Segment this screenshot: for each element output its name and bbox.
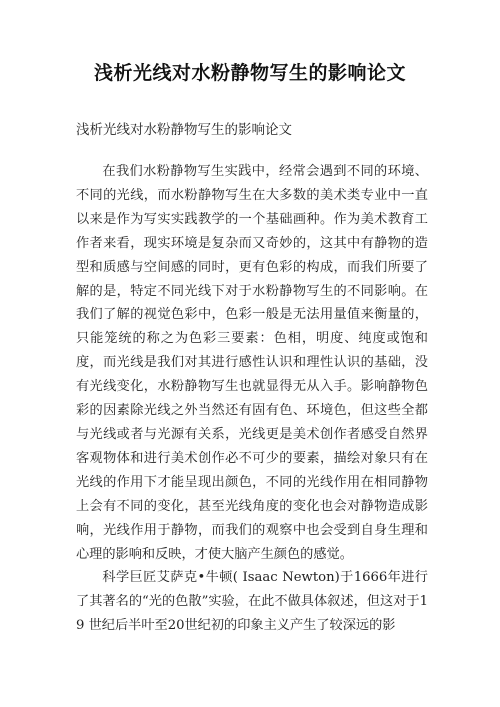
document-subtitle: 浅析光线对水粉静物写生的影响论文 [76, 122, 292, 138]
page-title: 浅析光线对水粉静物写生的影响论文 [93, 62, 406, 84]
body-paragraph: 科学巨匠艾萨克•牛顿( Isaac Newton)于1666年进行了其著名的“光的色散”实验，在此不做具体叙述，但这对于19 世纪后半叶至20世纪初的印象主义产生了较深远的影 [76, 570, 428, 634]
document-body [76, 160, 428, 638]
body-paragraph: 在我们水粉静物写生实践中，经常会遇到不同的环境、不同的光线，而水粉静物写生在大多数的美术类专业中一直以来是作为写实实践教学的一个基础画种。作为美术教育工作者来看，现实环境是复杂而又奇妙的，这其中有静物的造型和质感与空间感的同时，更有色彩的构成，而我们所要了解的是，特定不同光线下对于水粉静物写生的不同影响。在我们了解的视觉色彩中，色彩一般是无法用量值来衡量的，只能笼统的称之为色彩三要素：色相，明度、纯度或饱和度，而光线是我们对其进行感性认识和理性认识的基础，没有光线变化，水粉静物写生也就显得无从入手。影响静物色彩的因素除光线之外当然还有固有色、环境色，但这些全都与光线或者与光源有关系，光线更是美术创作者感受自然界客观物体和进行美术创作必不可少的要素，描绘对象只有在光线的作用下才能呈现出颜色，不同的光线作用在相同静物上会有不同的变化，甚至光线角度的变化也会对静物造成影响，光线作用于静物，而我们的观察中也会受到自身生理和心理的影响和反映，才使大脑产生颜色的感觉。 [76, 164, 428, 562]
